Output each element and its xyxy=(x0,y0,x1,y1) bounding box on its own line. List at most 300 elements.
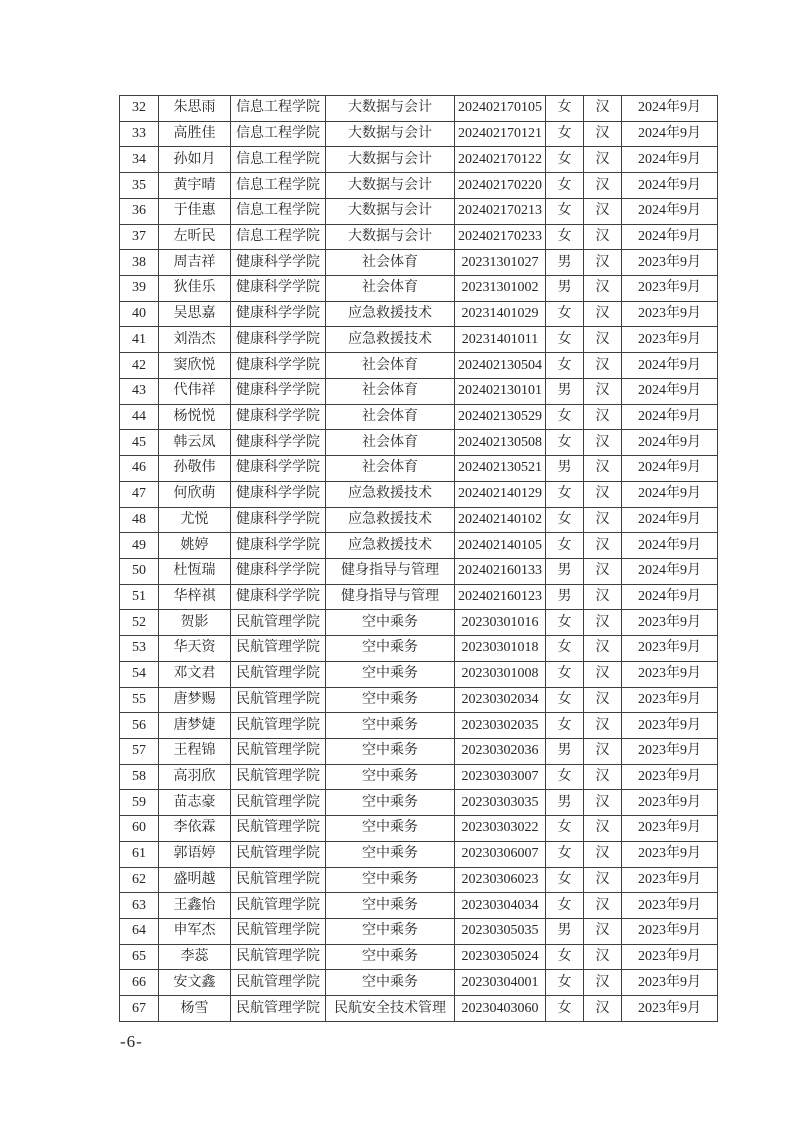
cell-name: 安文鑫 xyxy=(159,970,231,996)
cell-name: 李蕊 xyxy=(159,944,231,970)
cell-no: 36 xyxy=(120,198,159,224)
cell-enroll-date: 2023年9月 xyxy=(622,790,718,816)
cell-major: 空中乘务 xyxy=(326,867,455,893)
cell-student-id: 20230403060 xyxy=(455,996,546,1022)
cell-name: 唐梦赐 xyxy=(159,687,231,713)
cell-gender: 男 xyxy=(546,558,584,584)
cell-enroll-date: 2024年9月 xyxy=(622,198,718,224)
table-row xyxy=(120,584,718,610)
cell-student-id: 202402130529 xyxy=(455,404,546,430)
table-row xyxy=(120,481,718,507)
cell-name: 李依霖 xyxy=(159,816,231,842)
cell-ethnicity: 汉 xyxy=(584,276,622,302)
cell-student-id: 202402170220 xyxy=(455,173,546,199)
cell-major: 应急救援技术 xyxy=(326,481,455,507)
table-row xyxy=(120,507,718,533)
cell-enroll-date: 2023年9月 xyxy=(622,738,718,764)
cell-major: 空中乘务 xyxy=(326,944,455,970)
cell-gender: 女 xyxy=(546,301,584,327)
cell-major: 空中乘务 xyxy=(326,661,455,687)
cell-gender: 女 xyxy=(546,661,584,687)
cell-name: 何欣萌 xyxy=(159,481,231,507)
cell-enroll-date: 2024年9月 xyxy=(622,507,718,533)
cell-no: 37 xyxy=(120,224,159,250)
cell-name: 贺影 xyxy=(159,610,231,636)
table-row xyxy=(120,738,718,764)
cell-gender: 男 xyxy=(546,584,584,610)
cell-college: 信息工程学院 xyxy=(231,224,326,250)
cell-ethnicity: 汉 xyxy=(584,867,622,893)
cell-enroll-date: 2024年9月 xyxy=(622,224,718,250)
cell-student-id: 20230306007 xyxy=(455,841,546,867)
cell-no: 56 xyxy=(120,713,159,739)
cell-major: 社会体育 xyxy=(326,404,455,430)
cell-enroll-date: 2023年9月 xyxy=(622,301,718,327)
cell-ethnicity: 汉 xyxy=(584,919,622,945)
cell-ethnicity: 汉 xyxy=(584,687,622,713)
cell-college: 信息工程学院 xyxy=(231,173,326,199)
cell-no: 57 xyxy=(120,738,159,764)
table-row xyxy=(120,687,718,713)
cell-ethnicity: 汉 xyxy=(584,378,622,404)
cell-ethnicity: 汉 xyxy=(584,301,622,327)
cell-college: 健康科学学院 xyxy=(231,507,326,533)
cell-student-id: 20230305035 xyxy=(455,919,546,945)
cell-gender: 女 xyxy=(546,173,584,199)
cell-no: 63 xyxy=(120,893,159,919)
cell-student-id: 20231301027 xyxy=(455,250,546,276)
table-row xyxy=(120,404,718,430)
table-row xyxy=(120,224,718,250)
table-row xyxy=(120,636,718,662)
cell-no: 42 xyxy=(120,353,159,379)
cell-gender: 男 xyxy=(546,378,584,404)
table-row xyxy=(120,996,718,1022)
cell-name: 窦欣悦 xyxy=(159,353,231,379)
cell-student-id: 20230301018 xyxy=(455,636,546,662)
cell-name: 左昕民 xyxy=(159,224,231,250)
cell-ethnicity: 汉 xyxy=(584,970,622,996)
cell-student-id: 20230303035 xyxy=(455,790,546,816)
cell-enroll-date: 2023年9月 xyxy=(622,610,718,636)
table-row xyxy=(120,353,718,379)
cell-name: 吴思嘉 xyxy=(159,301,231,327)
cell-college: 民航管理学院 xyxy=(231,713,326,739)
cell-gender: 女 xyxy=(546,713,584,739)
cell-ethnicity: 汉 xyxy=(584,841,622,867)
table-row xyxy=(120,893,718,919)
student-roster-table xyxy=(119,95,718,1022)
cell-ethnicity: 汉 xyxy=(584,507,622,533)
cell-no: 50 xyxy=(120,558,159,584)
cell-college: 健康科学学院 xyxy=(231,327,326,353)
cell-ethnicity: 汉 xyxy=(584,661,622,687)
cell-name: 代伟祥 xyxy=(159,378,231,404)
cell-enroll-date: 2024年9月 xyxy=(622,173,718,199)
cell-name: 王鑫怡 xyxy=(159,893,231,919)
cell-gender: 女 xyxy=(546,764,584,790)
cell-ethnicity: 汉 xyxy=(584,327,622,353)
table-row xyxy=(120,173,718,199)
cell-major: 社会体育 xyxy=(326,276,455,302)
cell-college: 民航管理学院 xyxy=(231,841,326,867)
cell-college: 民航管理学院 xyxy=(231,944,326,970)
cell-college: 信息工程学院 xyxy=(231,121,326,147)
cell-student-id: 20230303022 xyxy=(455,816,546,842)
cell-college: 健康科学学院 xyxy=(231,378,326,404)
cell-no: 39 xyxy=(120,276,159,302)
cell-student-id: 20230302036 xyxy=(455,738,546,764)
table-row xyxy=(120,790,718,816)
cell-no: 40 xyxy=(120,301,159,327)
cell-gender: 男 xyxy=(546,790,584,816)
cell-college: 民航管理学院 xyxy=(231,867,326,893)
cell-gender: 女 xyxy=(546,970,584,996)
cell-student-id: 20231401029 xyxy=(455,301,546,327)
cell-major: 空中乘务 xyxy=(326,970,455,996)
cell-enroll-date: 2024年9月 xyxy=(622,584,718,610)
cell-college: 健康科学学院 xyxy=(231,456,326,482)
cell-enroll-date: 2023年9月 xyxy=(622,327,718,353)
cell-enroll-date: 2023年9月 xyxy=(622,919,718,945)
cell-no: 67 xyxy=(120,996,159,1022)
cell-name: 杨悦悦 xyxy=(159,404,231,430)
cell-student-id: 20230304001 xyxy=(455,970,546,996)
cell-enroll-date: 2023年9月 xyxy=(622,687,718,713)
cell-enroll-date: 2023年9月 xyxy=(622,661,718,687)
cell-ethnicity: 汉 xyxy=(584,224,622,250)
cell-major: 应急救援技术 xyxy=(326,327,455,353)
cell-ethnicity: 汉 xyxy=(584,533,622,559)
cell-gender: 女 xyxy=(546,147,584,173)
cell-ethnicity: 汉 xyxy=(584,713,622,739)
cell-major: 大数据与会计 xyxy=(326,147,455,173)
cell-gender: 女 xyxy=(546,481,584,507)
cell-college: 民航管理学院 xyxy=(231,970,326,996)
cell-ethnicity: 汉 xyxy=(584,558,622,584)
cell-name: 姚婷 xyxy=(159,533,231,559)
cell-gender: 女 xyxy=(546,198,584,224)
cell-student-id: 202402170121 xyxy=(455,121,546,147)
table-row xyxy=(120,867,718,893)
cell-ethnicity: 汉 xyxy=(584,147,622,173)
table-row xyxy=(120,276,718,302)
cell-gender: 女 xyxy=(546,841,584,867)
cell-ethnicity: 汉 xyxy=(584,481,622,507)
page-number: -6- xyxy=(120,1032,143,1051)
cell-ethnicity: 汉 xyxy=(584,893,622,919)
cell-enroll-date: 2023年9月 xyxy=(622,276,718,302)
cell-college: 民航管理学院 xyxy=(231,687,326,713)
cell-name: 郭语婷 xyxy=(159,841,231,867)
cell-no: 59 xyxy=(120,790,159,816)
cell-student-id: 202402170233 xyxy=(455,224,546,250)
cell-no: 47 xyxy=(120,481,159,507)
table-row xyxy=(120,378,718,404)
cell-ethnicity: 汉 xyxy=(584,198,622,224)
cell-no: 53 xyxy=(120,636,159,662)
cell-no: 43 xyxy=(120,378,159,404)
cell-no: 66 xyxy=(120,970,159,996)
cell-student-id: 202402170213 xyxy=(455,198,546,224)
cell-major: 空中乘务 xyxy=(326,893,455,919)
cell-college: 民航管理学院 xyxy=(231,893,326,919)
cell-ethnicity: 汉 xyxy=(584,250,622,276)
cell-student-id: 202402170122 xyxy=(455,147,546,173)
table-row xyxy=(120,661,718,687)
table-row xyxy=(120,147,718,173)
cell-college: 健康科学学院 xyxy=(231,250,326,276)
table-row xyxy=(120,430,718,456)
cell-name: 邓文君 xyxy=(159,661,231,687)
cell-college: 民航管理学院 xyxy=(231,610,326,636)
cell-college: 健康科学学院 xyxy=(231,584,326,610)
cell-enroll-date: 2023年9月 xyxy=(622,713,718,739)
cell-name: 高羽欣 xyxy=(159,764,231,790)
cell-college: 民航管理学院 xyxy=(231,996,326,1022)
cell-name: 申军杰 xyxy=(159,919,231,945)
cell-college: 健康科学学院 xyxy=(231,353,326,379)
cell-major: 大数据与会计 xyxy=(326,121,455,147)
cell-ethnicity: 汉 xyxy=(584,121,622,147)
cell-gender: 男 xyxy=(546,276,584,302)
cell-no: 54 xyxy=(120,661,159,687)
cell-ethnicity: 汉 xyxy=(584,404,622,430)
cell-name: 尤悦 xyxy=(159,507,231,533)
cell-enroll-date: 2023年9月 xyxy=(622,996,718,1022)
table-row xyxy=(120,816,718,842)
table-row xyxy=(120,970,718,996)
table-row xyxy=(120,919,718,945)
cell-student-id: 20230302034 xyxy=(455,687,546,713)
cell-gender: 男 xyxy=(546,456,584,482)
cell-college: 信息工程学院 xyxy=(231,198,326,224)
cell-ethnicity: 汉 xyxy=(584,430,622,456)
cell-college: 信息工程学院 xyxy=(231,96,326,122)
cell-student-id: 20230301016 xyxy=(455,610,546,636)
cell-college: 健康科学学院 xyxy=(231,481,326,507)
cell-major: 社会体育 xyxy=(326,250,455,276)
cell-gender: 男 xyxy=(546,919,584,945)
cell-student-id: 202402140129 xyxy=(455,481,546,507)
cell-enroll-date: 2024年9月 xyxy=(622,121,718,147)
cell-no: 48 xyxy=(120,507,159,533)
cell-college: 信息工程学院 xyxy=(231,147,326,173)
cell-ethnicity: 汉 xyxy=(584,173,622,199)
cell-student-id: 20230302035 xyxy=(455,713,546,739)
cell-no: 64 xyxy=(120,919,159,945)
cell-no: 51 xyxy=(120,584,159,610)
cell-major: 应急救援技术 xyxy=(326,507,455,533)
cell-no: 33 xyxy=(120,121,159,147)
cell-name: 杨雪 xyxy=(159,996,231,1022)
cell-no: 62 xyxy=(120,867,159,893)
cell-ethnicity: 汉 xyxy=(584,790,622,816)
cell-enroll-date: 2023年9月 xyxy=(622,636,718,662)
table-row xyxy=(120,250,718,276)
table-row xyxy=(120,96,718,122)
cell-enroll-date: 2023年9月 xyxy=(622,944,718,970)
cell-gender: 女 xyxy=(546,96,584,122)
cell-major: 社会体育 xyxy=(326,378,455,404)
cell-ethnicity: 汉 xyxy=(584,738,622,764)
table-row xyxy=(120,327,718,353)
cell-name: 孙敬伟 xyxy=(159,456,231,482)
cell-name: 华梓祺 xyxy=(159,584,231,610)
cell-student-id: 20230303007 xyxy=(455,764,546,790)
cell-major: 大数据与会计 xyxy=(326,198,455,224)
cell-gender: 女 xyxy=(546,996,584,1022)
cell-name: 狄佳乐 xyxy=(159,276,231,302)
cell-major: 应急救援技术 xyxy=(326,533,455,559)
cell-college: 民航管理学院 xyxy=(231,738,326,764)
cell-name: 于佳惠 xyxy=(159,198,231,224)
cell-major: 大数据与会计 xyxy=(326,96,455,122)
cell-gender: 女 xyxy=(546,687,584,713)
cell-major: 健身指导与管理 xyxy=(326,558,455,584)
table-row xyxy=(120,121,718,147)
cell-major: 空中乘务 xyxy=(326,790,455,816)
cell-college: 民航管理学院 xyxy=(231,636,326,662)
cell-major: 空中乘务 xyxy=(326,636,455,662)
cell-name: 周吉祥 xyxy=(159,250,231,276)
cell-name: 刘浩杰 xyxy=(159,327,231,353)
cell-enroll-date: 2024年9月 xyxy=(622,481,718,507)
cell-gender: 女 xyxy=(546,430,584,456)
cell-name: 华天资 xyxy=(159,636,231,662)
cell-student-id: 202402130101 xyxy=(455,378,546,404)
cell-gender: 女 xyxy=(546,610,584,636)
cell-enroll-date: 2023年9月 xyxy=(622,764,718,790)
cell-gender: 女 xyxy=(546,404,584,430)
cell-major: 健身指导与管理 xyxy=(326,584,455,610)
cell-major: 空中乘务 xyxy=(326,816,455,842)
cell-student-id: 202402140102 xyxy=(455,507,546,533)
cell-gender: 女 xyxy=(546,944,584,970)
cell-gender: 男 xyxy=(546,738,584,764)
cell-major: 大数据与会计 xyxy=(326,224,455,250)
cell-ethnicity: 汉 xyxy=(584,764,622,790)
cell-ethnicity: 汉 xyxy=(584,610,622,636)
cell-college: 健康科学学院 xyxy=(231,533,326,559)
cell-gender: 男 xyxy=(546,250,584,276)
cell-gender: 女 xyxy=(546,353,584,379)
table-row xyxy=(120,610,718,636)
cell-gender: 女 xyxy=(546,893,584,919)
cell-name: 高胜佳 xyxy=(159,121,231,147)
cell-enroll-date: 2023年9月 xyxy=(622,841,718,867)
cell-no: 44 xyxy=(120,404,159,430)
cell-major: 空中乘务 xyxy=(326,919,455,945)
cell-major: 民航安全技术管理 xyxy=(326,996,455,1022)
cell-college: 民航管理学院 xyxy=(231,790,326,816)
cell-college: 民航管理学院 xyxy=(231,919,326,945)
cell-major: 大数据与会计 xyxy=(326,173,455,199)
cell-enroll-date: 2024年9月 xyxy=(622,404,718,430)
cell-no: 65 xyxy=(120,944,159,970)
cell-student-id: 202402130521 xyxy=(455,456,546,482)
cell-college: 健康科学学院 xyxy=(231,558,326,584)
cell-enroll-date: 2024年9月 xyxy=(622,558,718,584)
cell-no: 32 xyxy=(120,96,159,122)
cell-major: 社会体育 xyxy=(326,353,455,379)
cell-no: 49 xyxy=(120,533,159,559)
cell-student-id: 20230301008 xyxy=(455,661,546,687)
cell-enroll-date: 2024年9月 xyxy=(622,353,718,379)
cell-enroll-date: 2024年9月 xyxy=(622,533,718,559)
cell-name: 杜恆瑞 xyxy=(159,558,231,584)
cell-student-id: 202402160123 xyxy=(455,584,546,610)
cell-college: 健康科学学院 xyxy=(231,276,326,302)
cell-no: 55 xyxy=(120,687,159,713)
cell-student-id: 202402140105 xyxy=(455,533,546,559)
cell-enroll-date: 2024年9月 xyxy=(622,147,718,173)
cell-no: 58 xyxy=(120,764,159,790)
cell-college: 健康科学学院 xyxy=(231,430,326,456)
cell-college: 民航管理学院 xyxy=(231,764,326,790)
cell-major: 应急救援技术 xyxy=(326,301,455,327)
cell-ethnicity: 汉 xyxy=(584,816,622,842)
cell-enroll-date: 2023年9月 xyxy=(622,970,718,996)
cell-ethnicity: 汉 xyxy=(584,353,622,379)
cell-gender: 女 xyxy=(546,533,584,559)
cell-student-id: 20231301002 xyxy=(455,276,546,302)
cell-ethnicity: 汉 xyxy=(584,96,622,122)
cell-ethnicity: 汉 xyxy=(584,944,622,970)
cell-major: 社会体育 xyxy=(326,430,455,456)
cell-gender: 女 xyxy=(546,867,584,893)
table-row xyxy=(120,841,718,867)
cell-name: 朱思雨 xyxy=(159,96,231,122)
cell-name: 唐梦婕 xyxy=(159,713,231,739)
cell-major: 空中乘务 xyxy=(326,764,455,790)
cell-name: 王程锦 xyxy=(159,738,231,764)
table-row xyxy=(120,456,718,482)
cell-college: 民航管理学院 xyxy=(231,661,326,687)
cell-enroll-date: 2024年9月 xyxy=(622,430,718,456)
cell-student-id: 202402160133 xyxy=(455,558,546,584)
cell-gender: 女 xyxy=(546,816,584,842)
cell-name: 韩云凤 xyxy=(159,430,231,456)
cell-enroll-date: 2024年9月 xyxy=(622,378,718,404)
cell-student-id: 20230306023 xyxy=(455,867,546,893)
cell-college: 健康科学学院 xyxy=(231,404,326,430)
cell-gender: 女 xyxy=(546,224,584,250)
cell-major: 社会体育 xyxy=(326,456,455,482)
cell-enroll-date: 2024年9月 xyxy=(622,96,718,122)
cell-name: 苗志豪 xyxy=(159,790,231,816)
table-row xyxy=(120,713,718,739)
cell-student-id: 20230304034 xyxy=(455,893,546,919)
cell-major: 空中乘务 xyxy=(326,713,455,739)
cell-student-id: 202402170105 xyxy=(455,96,546,122)
table-row xyxy=(120,301,718,327)
cell-no: 45 xyxy=(120,430,159,456)
cell-no: 60 xyxy=(120,816,159,842)
cell-major: 空中乘务 xyxy=(326,610,455,636)
cell-name: 盛明越 xyxy=(159,867,231,893)
cell-enroll-date: 2023年9月 xyxy=(622,816,718,842)
cell-student-id: 202402130508 xyxy=(455,430,546,456)
cell-gender: 女 xyxy=(546,121,584,147)
cell-gender: 女 xyxy=(546,507,584,533)
cell-no: 52 xyxy=(120,610,159,636)
cell-name: 孙如月 xyxy=(159,147,231,173)
cell-student-id: 20230305024 xyxy=(455,944,546,970)
cell-ethnicity: 汉 xyxy=(584,636,622,662)
cell-student-id: 20231401011 xyxy=(455,327,546,353)
cell-major: 空中乘务 xyxy=(326,738,455,764)
